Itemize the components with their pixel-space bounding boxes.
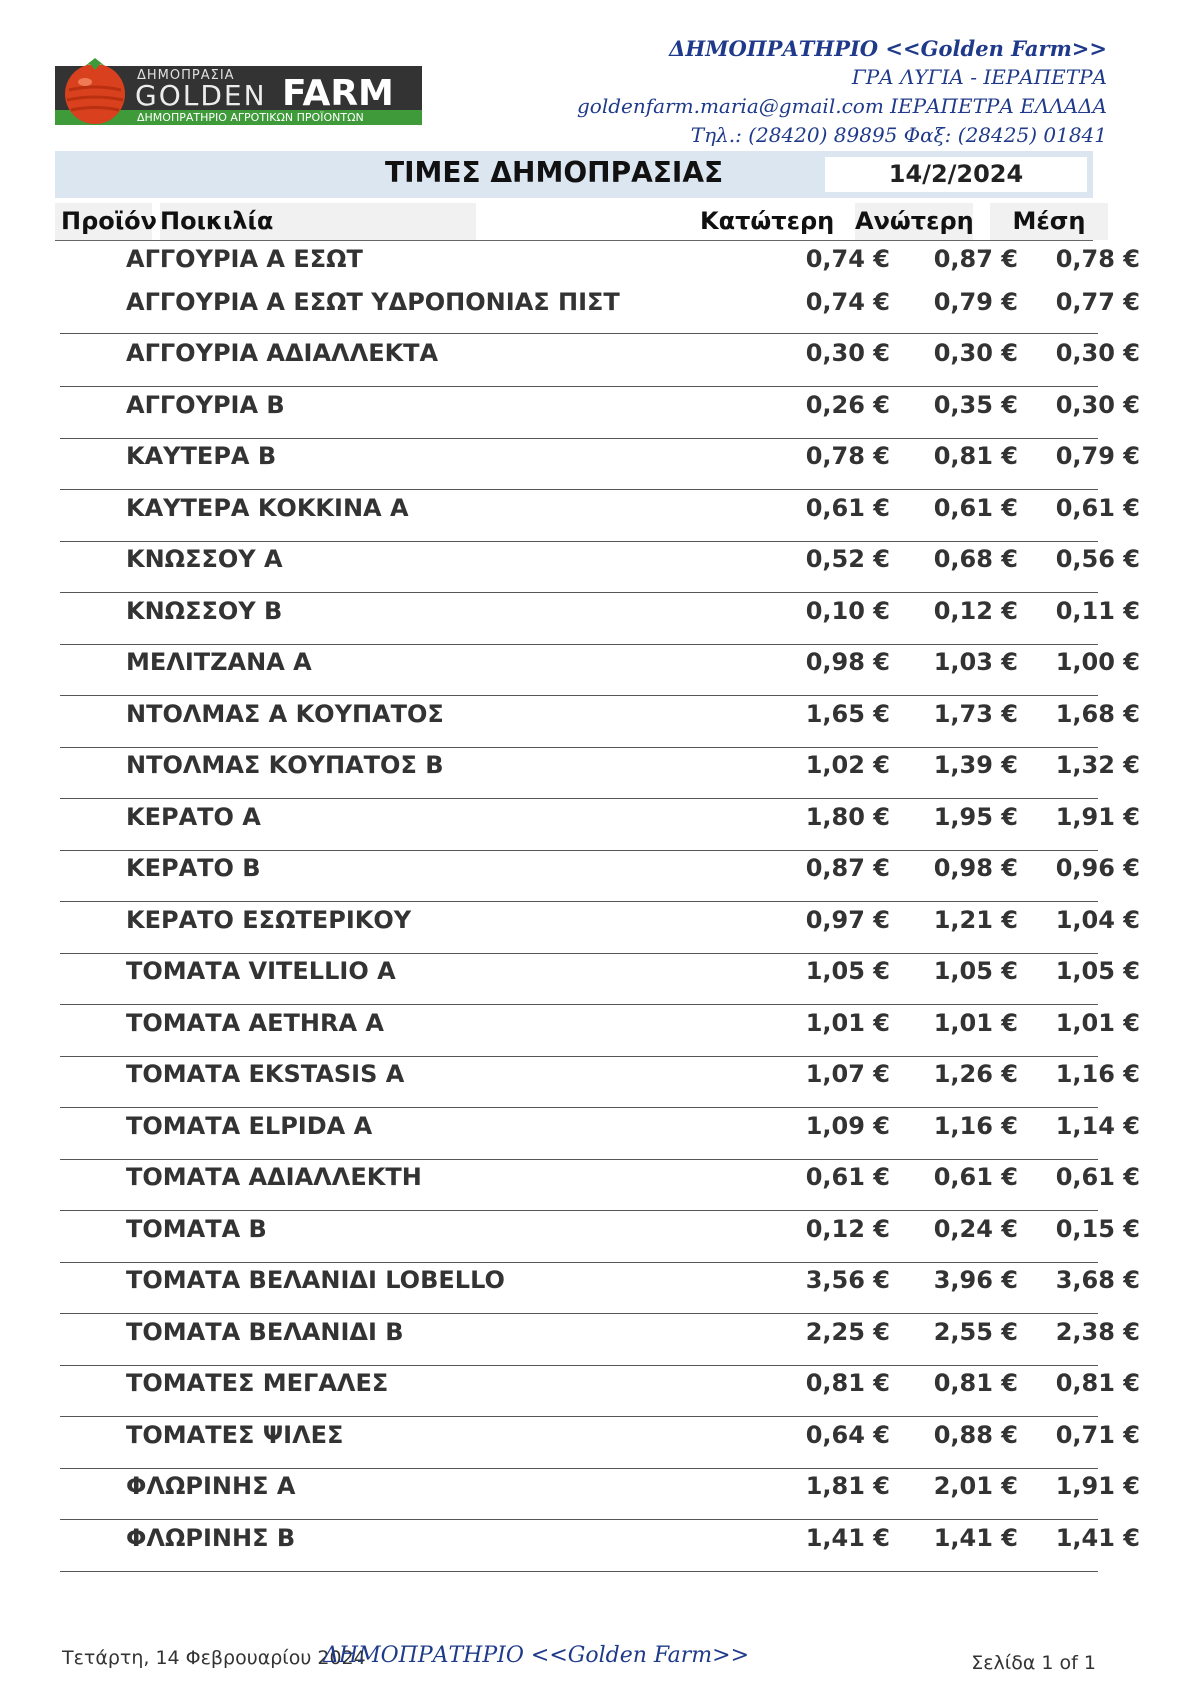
row-divider xyxy=(60,953,1098,954)
row-variety-name: ΚΕΡΑΤΟ Β xyxy=(126,854,261,882)
row-high-price: 0,12 € xyxy=(933,596,1018,625)
row-avg-price: 2,38 € xyxy=(1055,1317,1140,1346)
row-divider xyxy=(60,489,1098,490)
row-low-price: 0,74 € xyxy=(805,288,890,316)
row-variety-name: ΤΟΜΑΤΕΣ ΜΕΓΑΛΕΣ xyxy=(126,1369,389,1397)
row-low-price: 0,74 € xyxy=(805,245,890,273)
company-title: ΔΗΜΟΠΡΑΤΗΡΙΟ <<Golden Farm>> xyxy=(669,36,1107,61)
row-divider xyxy=(60,541,1098,542)
table-row xyxy=(60,545,1140,585)
row-avg-price: 1,91 € xyxy=(1055,1472,1140,1500)
row-variety-name: ΚΝΩΣΣΟΥ Β xyxy=(126,596,283,625)
row-divider xyxy=(60,1519,1098,1520)
row-variety-name: ΤΟΜΑΤΑ ΑΔΙΑΛΛΕΚΤΗ xyxy=(126,1163,422,1191)
row-avg-price: 0,61 € xyxy=(1055,493,1140,522)
row-variety-name: ΤΟΜΑΤΑ AETHRA Α xyxy=(126,1008,384,1037)
row-high-price: 1,03 € xyxy=(933,648,1018,676)
row-low-price: 1,81 € xyxy=(805,1472,890,1500)
company-header xyxy=(577,34,1107,150)
table-row xyxy=(60,1369,1140,1409)
table-row xyxy=(60,245,1140,285)
row-variety-name: ΤΟΜΑΤΑ EKSTASIS Α xyxy=(126,1060,405,1088)
table-row xyxy=(60,1317,1140,1358)
column-header-low: Κατώτερη xyxy=(700,203,832,240)
row-variety-name: ΤΟΜΑΤΑ ΒΕΛΑΝΙΔΙ Β xyxy=(126,1317,404,1346)
table-row xyxy=(60,288,1140,328)
row-avg-price: 0,11 € xyxy=(1055,596,1140,625)
row-avg-price: 0,81 € xyxy=(1055,1369,1140,1397)
row-high-price: 1,95 € xyxy=(933,802,1018,831)
row-variety-name: ΚΕΡΑΤΟ Α xyxy=(126,802,261,831)
row-avg-price: 0,30 € xyxy=(1055,390,1140,419)
row-divider xyxy=(60,1416,1098,1417)
column-header-product: Προϊόν xyxy=(55,203,152,240)
row-variety-name: ΑΓΓΟΥΡΙΑ Α ΕΣΩΤ xyxy=(126,245,363,273)
row-divider xyxy=(60,1056,1098,1057)
table-row xyxy=(60,596,1140,637)
page-title: ΤΙΜΕΣ ΔΗΜΟΠΡΑΣΙΑΣ xyxy=(385,156,724,189)
row-divider xyxy=(60,1159,1098,1160)
row-high-price: 0,30 € xyxy=(933,339,1018,367)
row-low-price: 0,81 € xyxy=(805,1369,890,1397)
row-variety-name: ΚΑΥΤΕΡΑ ΚΟΚΚΙΝΑ Α xyxy=(126,493,409,522)
row-high-price: 0,79 € xyxy=(933,288,1018,316)
row-high-price: 0,61 € xyxy=(933,493,1018,522)
row-high-price: 1,26 € xyxy=(933,1060,1018,1088)
table-row xyxy=(60,699,1140,740)
table-row xyxy=(60,1266,1140,1306)
row-divider xyxy=(60,644,1098,645)
row-variety-name: ΑΓΓΟΥΡΙΑ Β xyxy=(126,390,285,419)
row-divider xyxy=(60,1107,1098,1108)
row-low-price: 1,09 € xyxy=(805,1111,890,1140)
table-row xyxy=(60,905,1140,946)
row-variety-name: ΦΛΩΡΙΝΗΣ Β xyxy=(126,1523,296,1552)
row-low-price: 1,07 € xyxy=(805,1060,890,1088)
table-row xyxy=(60,1420,1140,1461)
row-high-price: 1,21 € xyxy=(933,905,1018,934)
row-divider xyxy=(60,592,1098,593)
column-header-variety: Ποικιλία xyxy=(160,203,476,240)
row-low-price: 1,65 € xyxy=(805,699,890,728)
row-high-price: 1,05 € xyxy=(933,957,1018,985)
row-high-price: 0,68 € xyxy=(933,545,1018,573)
row-high-price: 0,87 € xyxy=(933,245,1018,273)
row-high-price: 2,55 € xyxy=(933,1317,1018,1346)
row-variety-name: ΝΤΟΛΜΑΣ Α ΚΟΥΠΑΤΟΣ xyxy=(126,699,444,728)
table-row xyxy=(60,751,1140,791)
logo-golden-text: GOLDEN xyxy=(135,79,267,112)
row-low-price: 0,61 € xyxy=(805,493,890,522)
row-high-price: 0,81 € xyxy=(933,1369,1018,1397)
column-header-high: Ανώτερη xyxy=(855,203,973,240)
row-variety-name: ΤΟΜΑΤΑ Β xyxy=(126,1214,267,1243)
row-variety-name: ΤΟΜΑΤΕΣ ΨΙΛΕΣ xyxy=(126,1420,344,1449)
row-avg-price: 1,04 € xyxy=(1055,905,1140,934)
row-high-price: 1,39 € xyxy=(933,751,1018,779)
row-avg-price: 1,32 € xyxy=(1055,751,1140,779)
table-row xyxy=(60,1111,1140,1152)
row-low-price: 0,98 € xyxy=(805,648,890,676)
row-high-price: 1,16 € xyxy=(933,1111,1018,1140)
row-variety-name: ΤΟΜΑΤΑ ΒΕΛΑΝΙΔΙ LOBELLO xyxy=(126,1266,505,1294)
logo-farm-text: FARM xyxy=(282,73,394,114)
row-variety-name: ΝΤΟΛΜΑΣ ΚΟΥΠΑΤΟΣ Β xyxy=(126,751,444,779)
row-avg-price: 0,78 € xyxy=(1055,245,1140,273)
title-band xyxy=(55,151,1093,198)
row-variety-name: ΚΑΥΤΕΡΑ Β xyxy=(126,442,277,470)
row-divider xyxy=(60,438,1098,439)
row-divider xyxy=(60,1365,1098,1366)
table-row xyxy=(60,390,1140,431)
table-row xyxy=(60,1472,1140,1512)
row-low-price: 1,05 € xyxy=(805,957,890,985)
row-divider xyxy=(60,850,1098,851)
row-variety-name: ΜΕΛΙΤΖΑΝΑ Α xyxy=(126,648,312,676)
row-divider xyxy=(60,695,1098,696)
logo-tagline: ΔΗΜΟΠΡΑΤΗΡΙΟ ΑΓΡΟΤΙΚΩΝ ΠΡΟΪΟΝΤΩΝ xyxy=(137,111,364,124)
row-divider xyxy=(60,798,1098,799)
table-row xyxy=(60,1523,1140,1564)
header-divider xyxy=(55,240,1093,241)
row-avg-price: 1,00 € xyxy=(1055,648,1140,676)
company-location: ΓΡΑ ΛΥΓΙΑ - ΙΕΡΑΠΕΤΡΑ xyxy=(851,65,1107,89)
table-row xyxy=(60,339,1140,379)
row-avg-price: 1,01 € xyxy=(1055,1008,1140,1037)
footer-company: ΔΗΜΟΠΡΑΤΗΡΙΟ <<Golden Farm>> xyxy=(323,1643,750,1668)
row-divider xyxy=(60,333,1098,334)
row-low-price: 1,01 € xyxy=(805,1008,890,1037)
row-divider xyxy=(60,386,1098,387)
row-avg-price: 1,91 € xyxy=(1055,802,1140,831)
row-variety-name: ΚΕΡΑΤΟ ΕΣΩΤΕΡΙΚΟΥ xyxy=(126,905,412,934)
table-row xyxy=(60,1008,1140,1049)
row-low-price: 0,87 € xyxy=(805,854,890,882)
row-avg-price: 0,77 € xyxy=(1055,288,1140,316)
row-variety-name: ΤΟΜΑΤΑ VITELLIO Α xyxy=(126,957,396,985)
row-high-price: 1,41 € xyxy=(933,1523,1018,1552)
row-high-price: 0,81 € xyxy=(933,442,1018,470)
row-avg-price: 0,71 € xyxy=(1055,1420,1140,1449)
row-avg-price: 0,61 € xyxy=(1055,1163,1140,1191)
row-avg-price: 3,68 € xyxy=(1055,1266,1140,1294)
table-row xyxy=(60,648,1140,688)
row-low-price: 1,80 € xyxy=(805,802,890,831)
row-avg-price: 0,15 € xyxy=(1055,1214,1140,1243)
row-high-price: 0,98 € xyxy=(933,854,1018,882)
row-divider xyxy=(60,747,1098,748)
row-high-price: 0,61 € xyxy=(933,1163,1018,1191)
row-high-price: 1,73 € xyxy=(933,699,1018,728)
row-avg-price: 0,96 € xyxy=(1055,854,1140,882)
table-row xyxy=(60,1060,1140,1100)
row-divider xyxy=(60,1262,1098,1263)
row-divider xyxy=(60,1468,1098,1469)
row-avg-price: 0,79 € xyxy=(1055,442,1140,470)
company-phones: Τηλ.: (28420) 89895 Φαξ: (28425) 01841 xyxy=(690,123,1107,147)
footer-date: Τετάρτη, 14 Φεβρουαρίου 2024 xyxy=(62,1647,366,1669)
row-variety-name: ΚΝΩΣΣΟΥ Α xyxy=(126,545,283,573)
row-low-price: 0,10 € xyxy=(805,596,890,625)
row-high-price: 3,96 € xyxy=(933,1266,1018,1294)
row-avg-price: 1,68 € xyxy=(1055,699,1140,728)
row-avg-price: 0,30 € xyxy=(1055,339,1140,367)
row-high-price: 0,88 € xyxy=(933,1420,1018,1449)
row-low-price: 1,41 € xyxy=(805,1523,890,1552)
row-variety-name: ΤΟΜΑΤΑ ELPIDA Α xyxy=(126,1111,373,1140)
row-low-price: 0,97 € xyxy=(805,905,890,934)
row-avg-price: 1,41 € xyxy=(1055,1523,1140,1552)
tomato-icon xyxy=(55,52,135,125)
row-low-price: 2,25 € xyxy=(805,1317,890,1346)
row-low-price: 3,56 € xyxy=(805,1266,890,1294)
auction-date: 14/2/2024 xyxy=(825,157,1087,192)
table-row xyxy=(60,854,1140,894)
row-high-price: 2,01 € xyxy=(933,1472,1018,1500)
table-row xyxy=(60,802,1140,843)
table-row xyxy=(60,442,1140,482)
row-variety-name: ΑΓΓΟΥΡΙΑ ΑΔΙΑΛΛΕΚΤΑ xyxy=(126,339,439,367)
row-divider xyxy=(60,1210,1098,1211)
row-low-price: 1,02 € xyxy=(805,751,890,779)
table-row xyxy=(60,1163,1140,1203)
row-low-price: 0,61 € xyxy=(805,1163,890,1191)
row-high-price: 0,35 € xyxy=(933,390,1018,419)
row-low-price: 0,78 € xyxy=(805,442,890,470)
row-avg-price: 0,56 € xyxy=(1055,545,1140,573)
row-divider xyxy=(60,901,1098,902)
table-row xyxy=(60,493,1140,534)
row-low-price: 0,26 € xyxy=(805,390,890,419)
row-variety-name: ΦΛΩΡΙΝΗΣ Α xyxy=(126,1472,296,1500)
row-divider xyxy=(60,1004,1098,1005)
row-low-price: 0,64 € xyxy=(805,1420,890,1449)
row-low-price: 0,12 € xyxy=(805,1214,890,1243)
row-avg-price: 1,16 € xyxy=(1055,1060,1140,1088)
row-high-price: 0,24 € xyxy=(933,1214,1018,1243)
row-avg-price: 1,14 € xyxy=(1055,1111,1140,1140)
logo-small-text: ΔΗΜΟΠΡΑΣΙΑ xyxy=(137,68,235,83)
row-variety-name: ΑΓΓΟΥΡΙΑ Α ΕΣΩΤ ΥΔΡΟΠΟΝΙΑΣ ΠΙΣΤ xyxy=(126,288,620,316)
footer-page-number: Σελίδα 1 of 1 xyxy=(971,1652,1096,1674)
row-divider xyxy=(60,1313,1098,1314)
row-divider xyxy=(60,1571,1098,1572)
row-low-price: 0,52 € xyxy=(805,545,890,573)
table-row xyxy=(60,1214,1140,1255)
row-avg-price: 1,05 € xyxy=(1055,957,1140,985)
row-low-price: 0,30 € xyxy=(805,339,890,367)
table-row xyxy=(60,957,1140,997)
golden-farm-logo xyxy=(55,52,422,125)
company-email-city: goldenfarm.maria@gmail.com ΙΕΡΑΠΕΤΡΑ ΕΛΛΑΔΑ xyxy=(577,94,1107,118)
row-high-price: 1,01 € xyxy=(933,1008,1018,1037)
column-header-avg: Μέση xyxy=(990,203,1108,240)
